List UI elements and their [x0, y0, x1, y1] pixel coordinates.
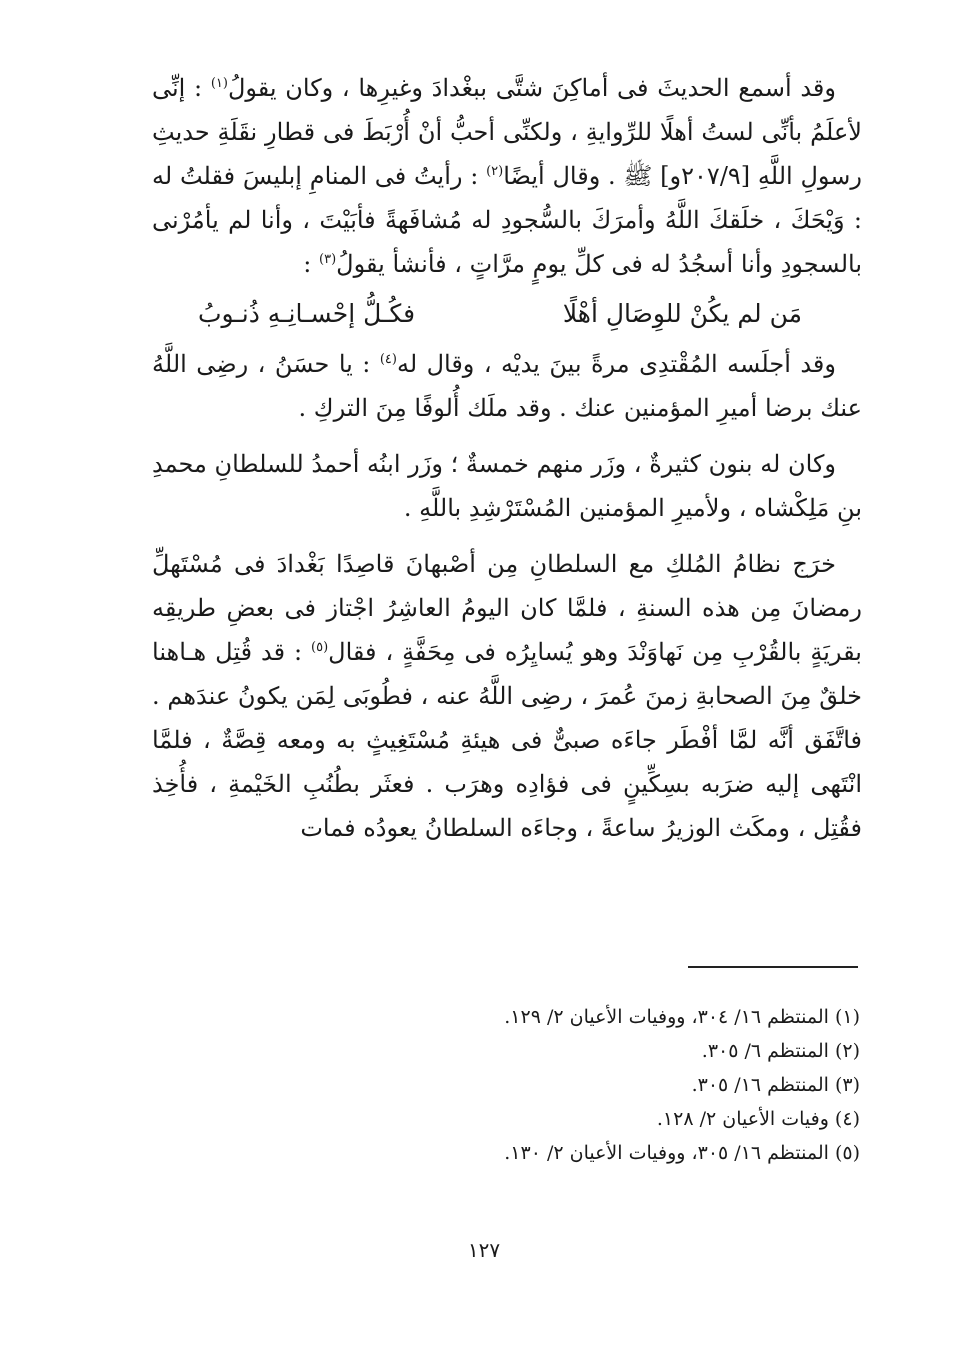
paragraph-1 [152, 66, 862, 286]
paragraph-4-text-b: : قد قُتِل هـاهنا خلقٌ مِنَ الصحابةِ زمنَ عُمرَ ، رضِى اللَّهُ عنه ، فطُوبَى لِمَن يكونُ عندَهم . فاتَّفَق أنَّه لمَّا أفْطَر جاءَه صبىٌّ فى هيئةِ مُسْتَغِيثٍ به ومعه قِصَّةٌ ، فلمَّا انْتَهى إليه ضرَبه بسِكِّينٍ فى فؤادِه وهرَب . فعثَر بطُنُبِ الخَيْمةِ ، فأُخِذ فقُتِل ، ومكَث الوزيرُ ساعةً ، وجاءَه السلطانُ يعودُه فمات [152, 638, 862, 842]
footnote-1: (١) المنتظم ١٦/ ٣٠٤، ووفيات الأعيان ٢/ ١٢٩. [504, 1006, 860, 1028]
paragraph-spacer [152, 430, 862, 442]
verse-first-hemistich: مَن لم يكُنْ للوِصَالِ أهْلًا [562, 299, 802, 328]
footnote-separator [688, 966, 858, 968]
footnote-4: (٤) وفيات الأعيان ٢/ ١٢٨. [656, 1108, 860, 1130]
verse-second-hemistich: فكُـلُّ إحْسـانِـهِ ذُنـوبُ [198, 299, 416, 328]
paragraph-2-text-a: وقد أجلَسه المُقْتدِى مرةً بينَ يديْه ، وقال له [396, 350, 836, 378]
paragraph-4-text-a: خرَج نظامُ المُلكِ مع السلطانِ مِن أصْبهانَ قاصِدًا بَغْدادَ فى مُسْتَهلِّ رمضانَ مِن هذه السنةِ ، فلمَّا كان اليومُ العاشِرُ اجْتاز فى بعضِ طريقِه بقريَةٍ بالقُرْبِ مِن نَهاوَنْدَ وهو يُسايِرُه فى مِحَفَّةٍ ، فقال [152, 550, 862, 666]
paragraph-1-text-c: : رأيتُ فى المنامِ إبليسَ فقلتُ له : وَيْحَكَ ، خلَقكَ اللَّهُ وأمرَكَ بالسُّجودِ له مُشافَهةً فأبَيْتَ ، وأنا لم يأمُرْنى بالسجودِ وأنا أسجُدُ له فى كلِّ يومٍ مرَّاتٍ ، فأنشأ يقولُ [152, 162, 862, 278]
footnote-3: (٣) المنتظم ١٦/ ٣٠٥. [691, 1074, 860, 1096]
poetry-verse [152, 286, 862, 342]
footnote-ref-3[interactable]: (٣) [319, 252, 337, 267]
page-number: ١٢٧ [467, 1238, 501, 1262]
footnote-5: (٥) المنتظم ١٦/ ٣٠٥، ووفيات الأعيان ٢/ ١٣٠. [504, 1142, 860, 1164]
footnote-ref-4[interactable]: (٤) [379, 352, 397, 367]
footnote-ref-2[interactable]: (٢) [486, 164, 504, 179]
paragraph-1-text-b: : إنِّى لأعلَمُ بأنِّى لستُ أهلًا للرِّوايةِ ، ولكنِّى أحبُّ أنْ أُرْبَطَ فى قطارِ نقَلَةِ حديثِ رسولِ اللَّهِ [٢٠٧/٩و] ﷺ . وقال أيضًا [152, 74, 863, 190]
footnotes [300, 1000, 860, 1170]
main-text [152, 66, 862, 850]
footnote-2: (٢) المنتظم ٦/ ٣٠٥. [701, 1040, 860, 1062]
footnote-ref-1[interactable]: (١) [210, 76, 228, 91]
paragraph-1-text-a: وقد أسمع الحديثَ فى أماكِنَ شتَّى ببغْدادَ وغيرِها ، وكان يقولُ [227, 74, 836, 102]
paragraph-4 [152, 542, 862, 850]
paragraph-spacer [152, 530, 862, 542]
paragraph-2 [152, 342, 862, 430]
paragraph-1-text-d: : [303, 250, 320, 278]
paragraph-2-text-b: : يا حسَنُ ، رضِى اللَّهُ عنك برضا أميرِ المؤمنين عنك . وقد ملَك أُلوفًا مِنَ التركِ . [152, 350, 862, 422]
footnote-ref-5[interactable]: (٥) [311, 640, 329, 655]
paragraph-3: وكان له بنون كثيرةٌ ، وزَر منهم خمسةٌ ؛ وزَر ابنُه أحمدُ للسلطانِ محمدِ بنِ مَلِكْشاه ، ولأميرِ المؤمنين المُسْتَرْشِدِ باللَّهِ . [152, 450, 862, 522]
